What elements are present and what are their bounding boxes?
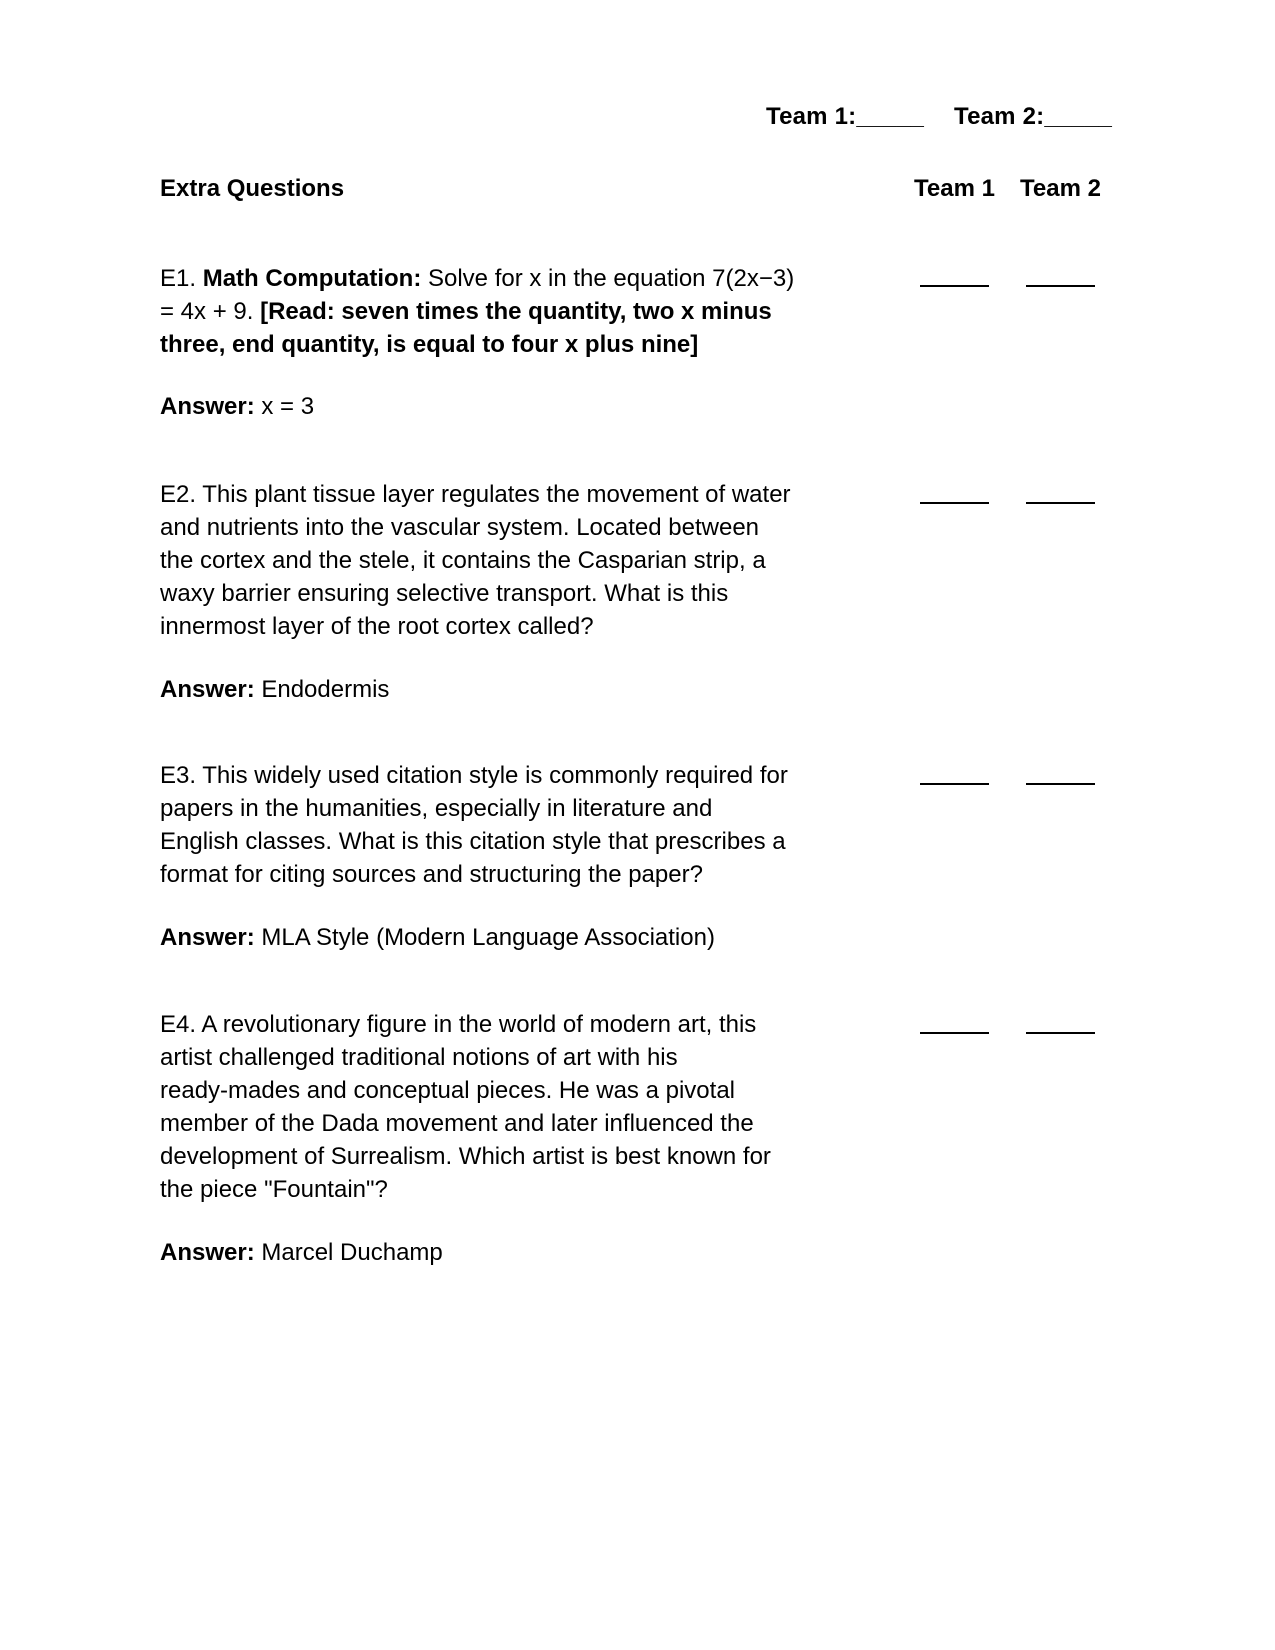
question-line: papers in the humanities, especially in literature and: [160, 795, 713, 822]
answer-label: Answer:: [160, 1239, 255, 1266]
question-line: the piece "Fountain"?: [160, 1176, 388, 1203]
team2-score-blank-e2: [1026, 502, 1095, 504]
column-header-team2: Team 2: [1020, 175, 1101, 202]
question-number: E1.: [160, 265, 203, 292]
question-line: member of the Dada movement and later influenced the: [160, 1110, 754, 1137]
question-text: Solve for x in the equation 7(2x−3): [421, 265, 795, 292]
question-line: [160, 262, 840, 295]
question-e4: [160, 1008, 840, 1206]
column-header-team1: Team 1: [914, 175, 995, 202]
answer-value: x = 3: [254, 393, 315, 420]
question-text: = 4x + 9.: [160, 298, 261, 325]
answer-e1: [160, 393, 314, 421]
reading-note: [Read: seven times the quantity, two x minus: [260, 298, 772, 325]
question-line: E3. This widely used citation style is commonly required for: [160, 762, 788, 789]
question-line: format for citing sources and structuring the paper?: [160, 861, 703, 888]
answer-label: Answer:: [160, 393, 255, 420]
question-line: the cortex and the stele, it contains the Casparian strip, a: [160, 547, 766, 574]
question-line: and nutrients into the vascular system. Located between: [160, 514, 760, 541]
answer-label: Answer:: [160, 924, 255, 951]
team1-score-blank-e1: [920, 285, 989, 287]
question-line: E2. This plant tissue layer regulates the movement of water: [160, 481, 791, 508]
question-line: ready-mades and conceptual pieces. He was a pivotal: [160, 1077, 735, 1104]
question-line: development of Surrealism. Which artist is best known for: [160, 1143, 771, 1170]
answer-value: Endodermis: [254, 676, 390, 703]
answer-e4: [160, 1239, 443, 1267]
team2-score-blank-e3: [1026, 783, 1095, 785]
team1-score-blank-e3: [920, 783, 989, 785]
team1-score-blank-e2: [920, 502, 989, 504]
team2-score-blank-e4: [1026, 1032, 1095, 1034]
team1-score-blank-e4: [920, 1032, 989, 1034]
question-line: E4. A revolutionary figure in the world of modern art, this: [160, 1011, 757, 1038]
question-e2: [160, 478, 840, 643]
team2-score-blank-e1: [1026, 285, 1095, 287]
answer-e3: [160, 924, 715, 952]
question-category: Math Computation:: [202, 265, 422, 292]
answer-label: Answer:: [160, 676, 255, 703]
question-line: [160, 328, 840, 361]
question-line: waxy barrier ensuring selective transport. What is this: [160, 580, 729, 607]
answer-value: MLA Style (Modern Language Association): [254, 924, 715, 951]
team1-score-label: Team 1:_____: [766, 103, 925, 130]
reading-note: three, end quantity, is equal to four x plus nine]: [160, 331, 699, 358]
question-e1: [160, 262, 840, 361]
answer-value: Marcel Duchamp: [254, 1239, 443, 1266]
question-e3: [160, 759, 840, 891]
question-line: artist challenged traditional notions of art with his: [160, 1044, 678, 1071]
team2-score-label: Team 2:_____: [954, 103, 1113, 130]
section-title: Extra Questions: [160, 175, 345, 202]
question-line: [160, 295, 840, 328]
question-line: English classes. What is this citation style that prescribes a: [160, 828, 786, 855]
answer-e2: [160, 676, 389, 704]
question-line: innermost layer of the root cortex called?: [160, 613, 594, 640]
